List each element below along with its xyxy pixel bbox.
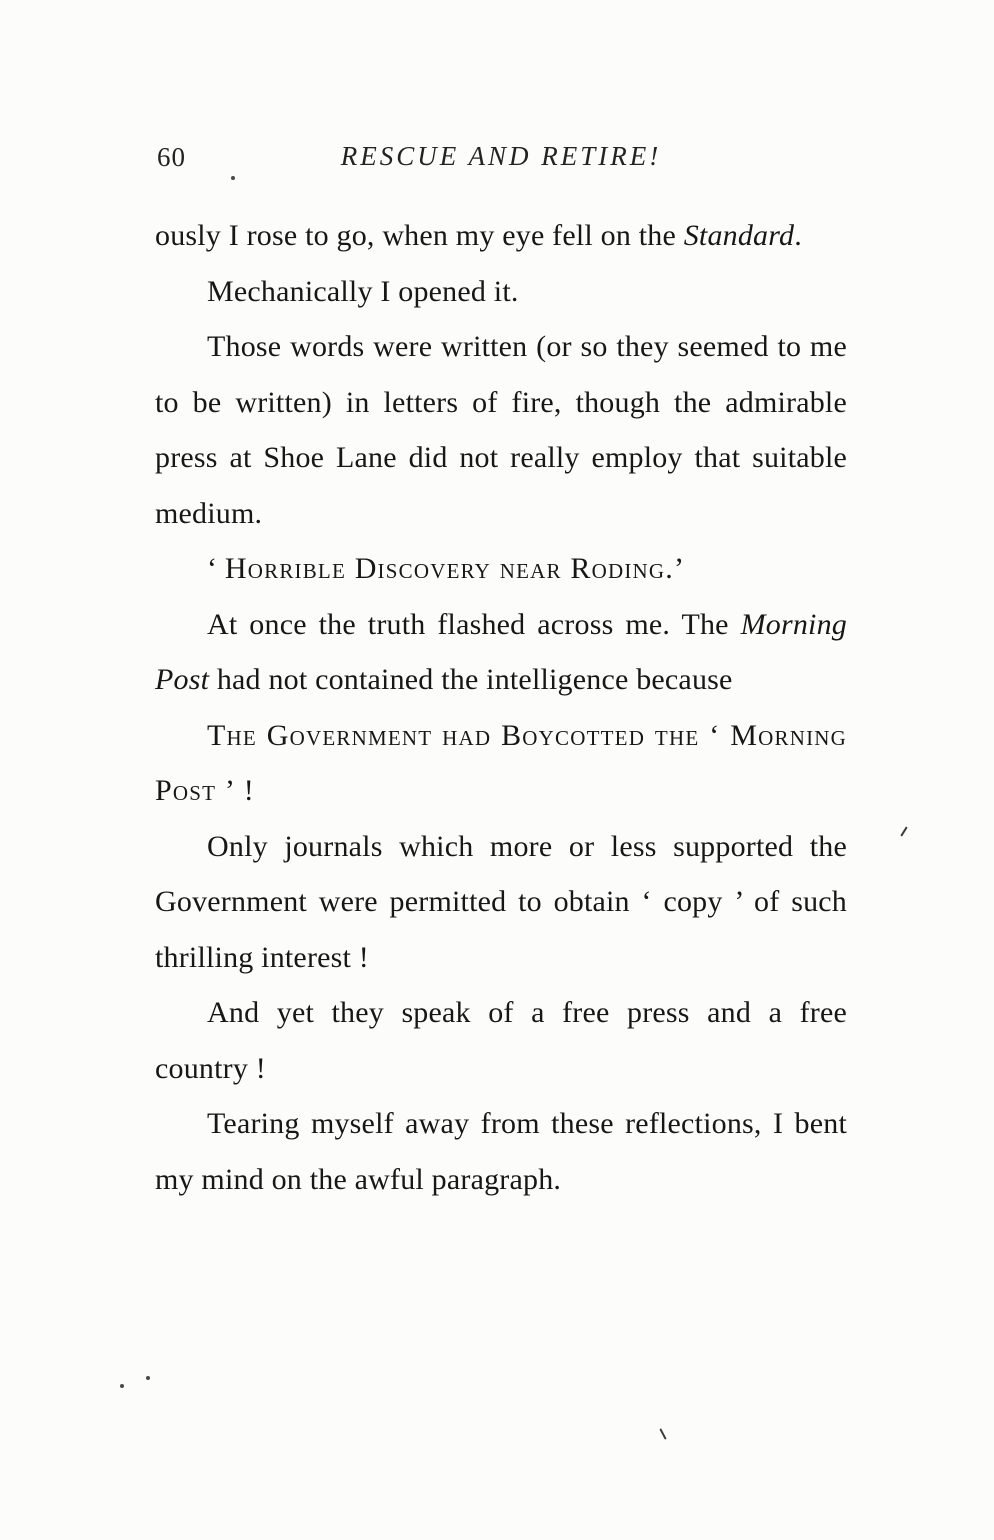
italic-text-run: Standard <box>683 219 795 252</box>
paragraph <box>155 819 847 986</box>
text-run: ‘ <box>207 552 225 585</box>
paragraph <box>155 597 847 708</box>
text-run: At once the truth flashed across me. The <box>207 607 741 641</box>
text-run: had not contained the intelligence because <box>209 663 733 696</box>
page-number: 60 <box>157 142 186 172</box>
text-run: And yet they speak of a free press and a free country ! <box>155 996 847 1085</box>
paragraph <box>155 985 847 1096</box>
paragraph <box>155 319 847 541</box>
smallcaps-text-run: Horrible Discovery near Roding. <box>224 552 674 585</box>
page-title: RESCUE AND RETIRE! <box>340 141 662 171</box>
text-run: ’ <box>673 552 685 585</box>
text-run: Tearing myself away from these reflections, I bent my mind on the awful paragraph. <box>155 1107 847 1196</box>
paragraph <box>155 1096 847 1207</box>
page-body <box>155 208 847 1207</box>
running-head <box>155 140 847 180</box>
scan-speck <box>146 1376 150 1380</box>
text-run: Mechanically I opened it. <box>207 274 519 308</box>
text-run: ously I rose to go, when my eye fell on the <box>155 219 684 252</box>
text-run: Only journals which more or less supported the Government were permitted to obtain ‘ copy ’ of such thrilling interest ! <box>155 829 847 974</box>
scan-mark <box>659 1428 666 1440</box>
paragraph <box>155 264 847 320</box>
text-run: . <box>794 219 802 252</box>
paragraph <box>155 708 847 819</box>
text-run: Those words were written (or so they seemed to me to be written) in letters of fire, though the admirable press at Shoe Lane did not really employ that suitable medium. <box>155 330 847 530</box>
scan-speck <box>231 176 235 180</box>
paragraph <box>155 208 847 264</box>
scan-mark <box>900 826 908 836</box>
text-run: ! <box>236 774 254 807</box>
paragraph <box>155 541 847 597</box>
italic-text-run: Morning Post <box>155 607 847 696</box>
smallcaps-text-run: The Government had Boycotted the ‘ Morning Post ’ <box>155 718 847 807</box>
scan-speck <box>120 1384 124 1388</box>
